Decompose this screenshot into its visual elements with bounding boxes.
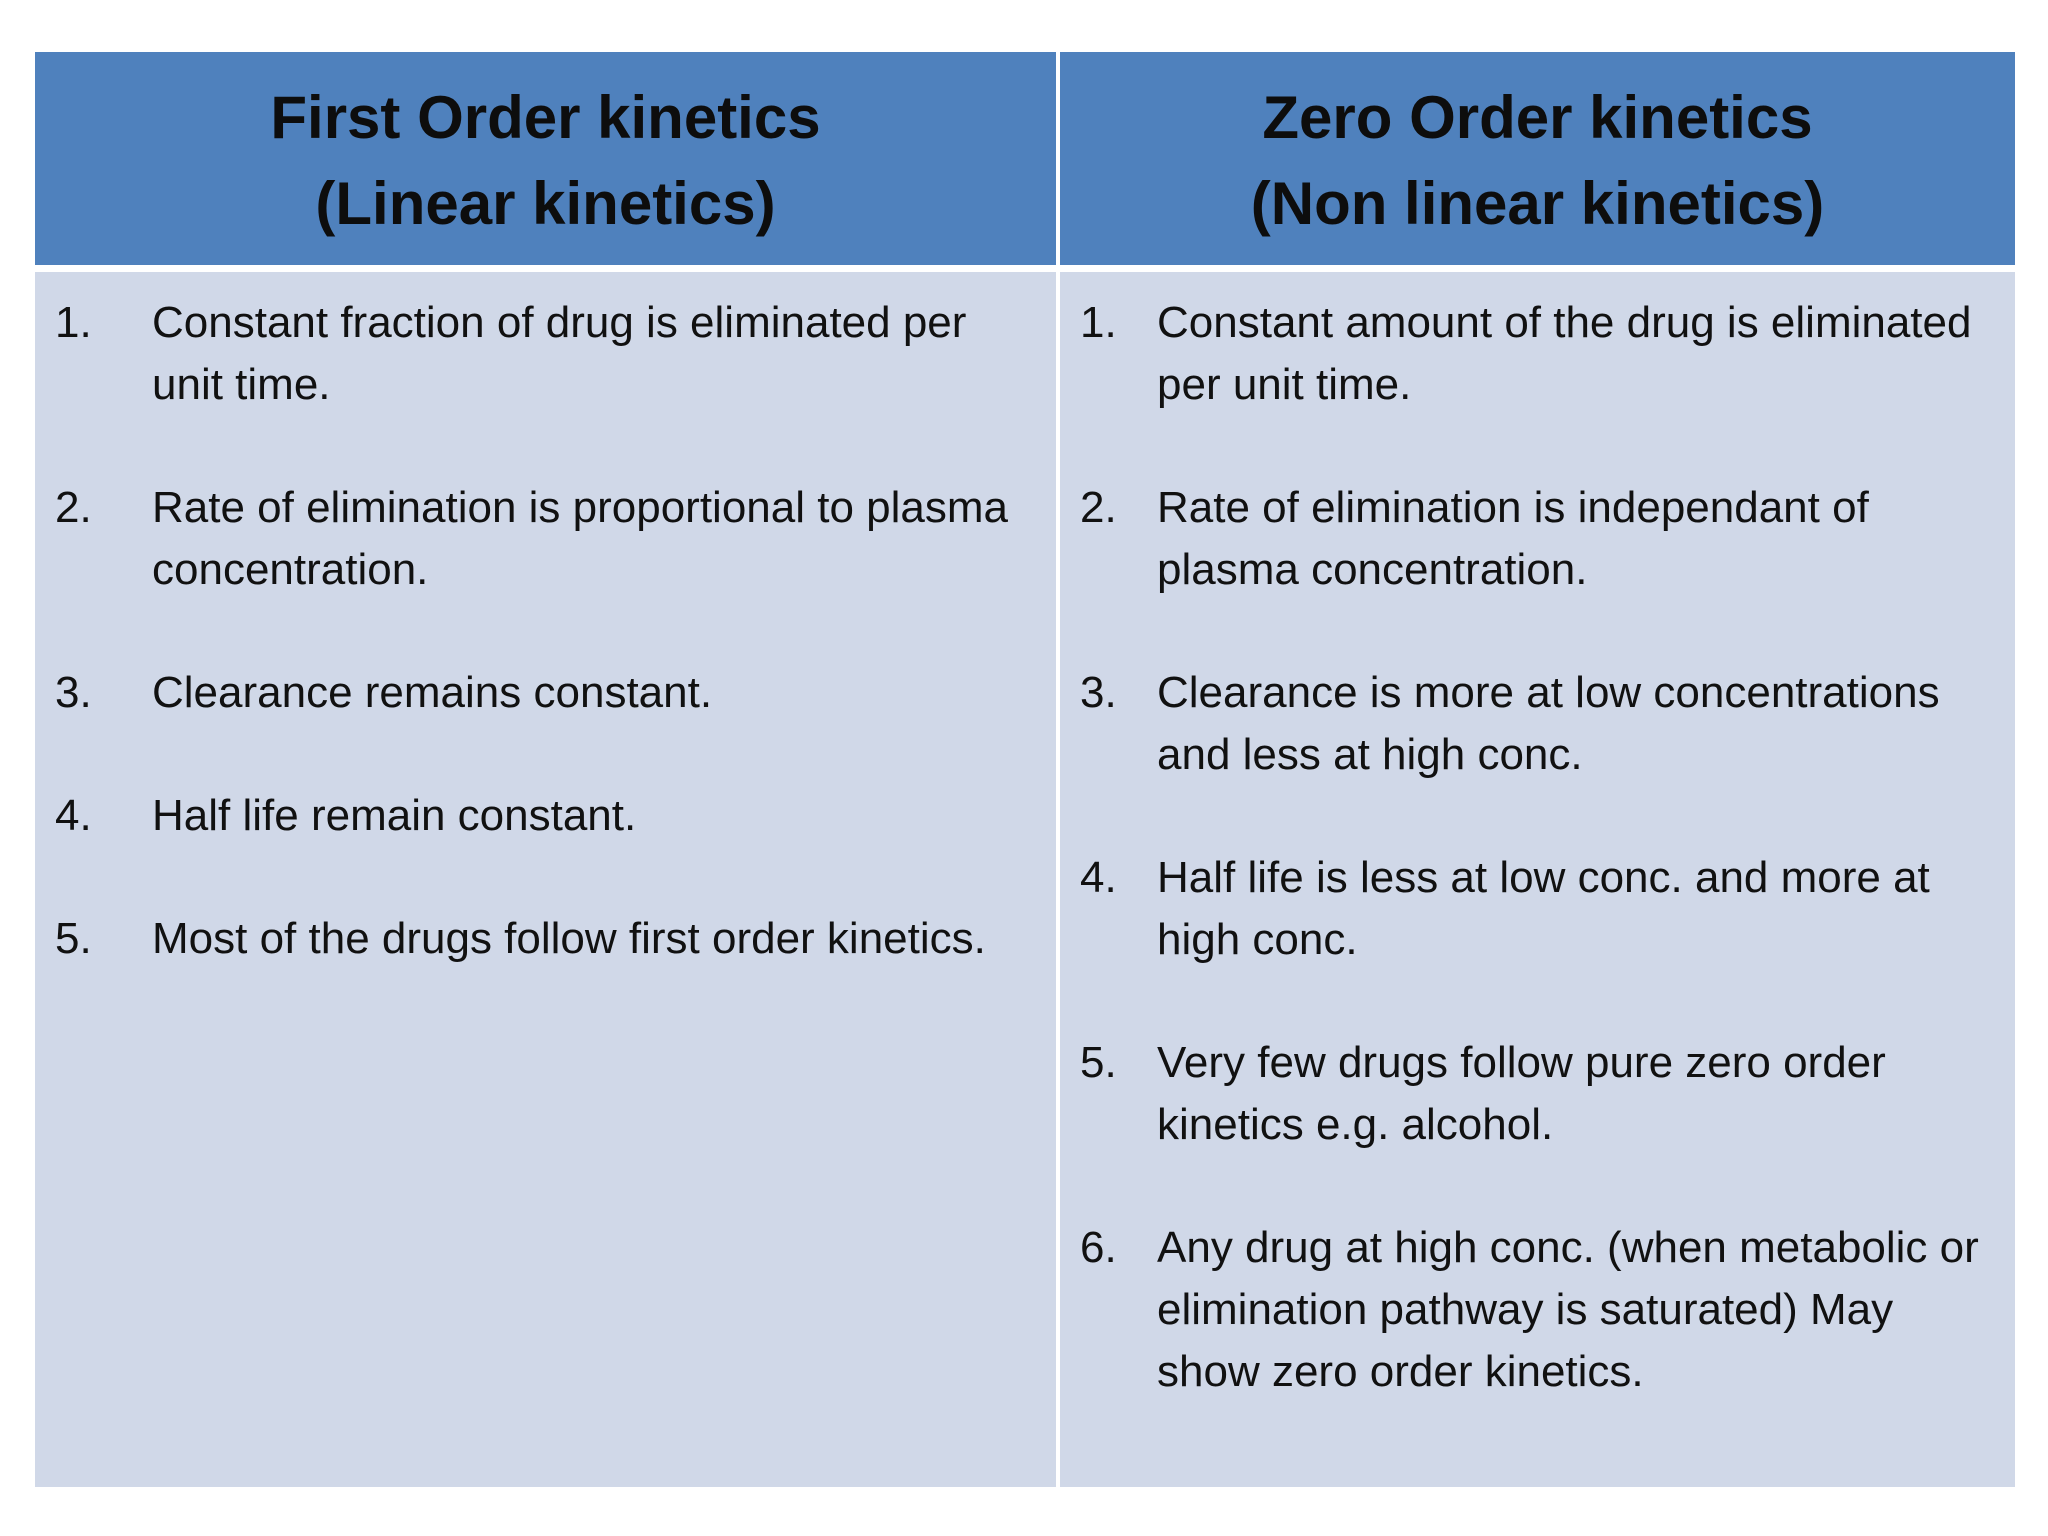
item-number: 1. [55,298,92,347]
list-item [55,662,1032,724]
item-number: 2. [55,483,92,532]
item-number: 3. [1080,668,1117,717]
header-subtitle: (Linear kinetics) [315,169,776,237]
item-number: 4. [55,791,92,840]
item-text: Clearance remains constant. [152,668,713,717]
list-item [1080,292,1991,416]
item-number: 3. [55,668,92,717]
first-order-column [35,265,1060,1487]
list-item [55,477,1032,601]
first-order-list [35,272,1056,970]
item-number: 5. [1080,1038,1117,1087]
item-number: 1. [1080,298,1117,347]
item-text: Constant fraction of drug is eliminated per unit time. [152,298,967,409]
header-title: Zero Order kinetics [1262,83,1813,151]
item-number: 2. [1080,483,1117,532]
list-item [1080,662,1991,786]
zero-order-column [1060,265,2015,1487]
item-text: Half life is less at low conc. and more at high conc. [1157,853,1930,964]
header-zero-order [1060,52,2015,265]
item-text: Rate of elimination is independant of plasma concentration. [1157,483,1869,594]
item-text: Clearance is more at low concentrations and less at high conc. [1157,668,1940,779]
item-text: Rate of elimination is proportional to plasma concentration. [152,483,1009,594]
item-text: Very few drugs follow pure zero order kinetics e.g. alcohol. [1157,1038,1886,1149]
list-item [1080,1032,1991,1156]
list-item [1080,847,1991,971]
item-number: 6. [1080,1223,1117,1272]
list-item [55,785,1032,847]
item-number: 5. [55,914,92,963]
header-subtitle: (Non linear kinetics) [1250,169,1825,237]
item-number: 4. [1080,853,1117,902]
header-title: First Order kinetics [270,83,821,151]
item-text: Any drug at high conc. (when metabolic or elimination pathway is saturated) May show zero order kinetics. [1157,1223,1979,1396]
list-item [55,292,1032,416]
list-item [55,908,1032,970]
item-text: Most of the drugs follow first order kinetics. [152,914,986,963]
item-text: Half life remain constant. [152,791,637,840]
zero-order-list [1060,272,2015,1403]
item-text: Constant amount of the drug is eliminated per unit time. [1157,298,1972,409]
header-first-order [35,52,1060,265]
list-item [1080,1217,1991,1403]
list-item [1080,477,1991,601]
comparison-table [35,52,2015,1487]
